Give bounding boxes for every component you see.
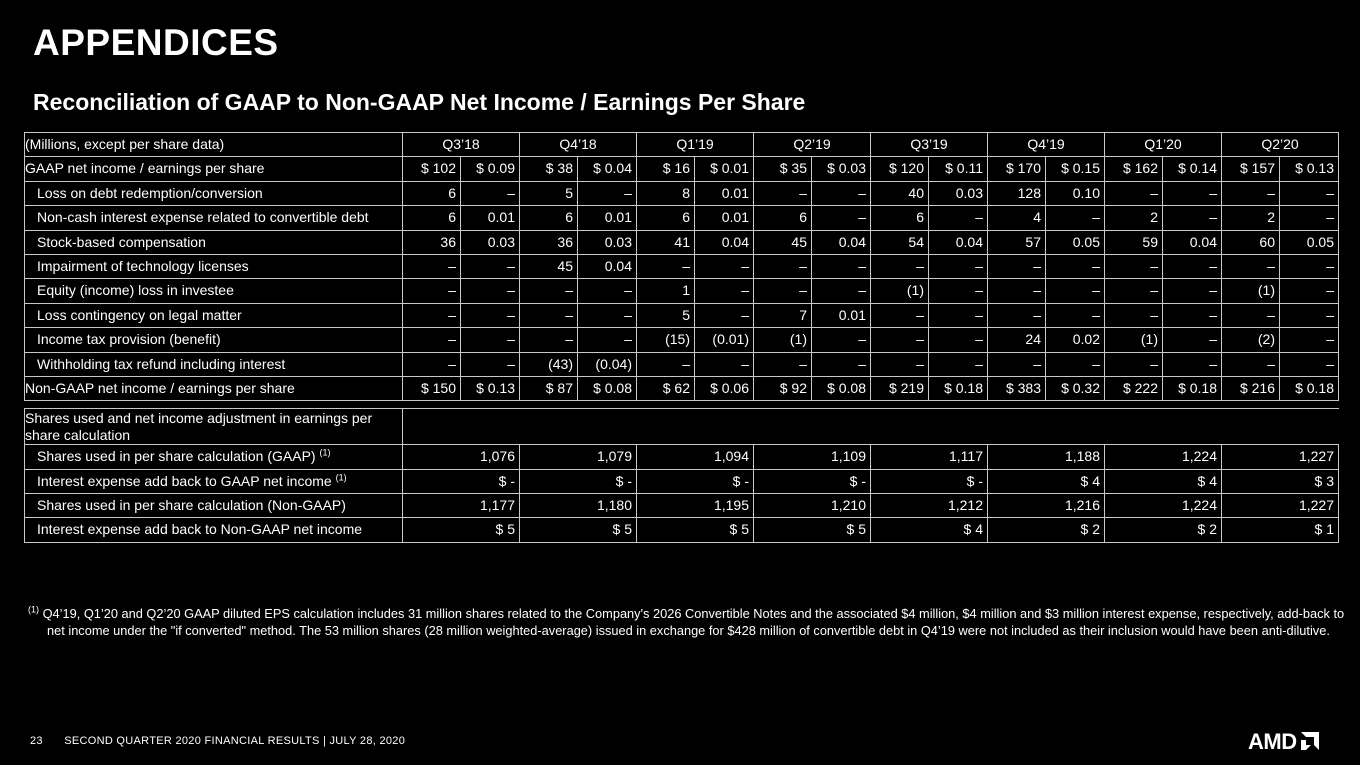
shares-row	[25, 518, 1339, 542]
row-value: –	[871, 328, 929, 352]
table-header-label: (Millions, except per share data)	[25, 133, 403, 157]
table-row	[25, 303, 1339, 327]
row-value: $ 0.32	[1046, 376, 1105, 400]
shares-value: 1,076	[403, 445, 520, 469]
row-value: 0.01	[578, 206, 637, 230]
quarter-header: Q2’19	[754, 133, 871, 157]
footnote-marker: (1)	[28, 604, 39, 615]
row-value: 45	[754, 230, 812, 254]
row-value: –	[929, 328, 988, 352]
shares-value: $ 4	[1105, 469, 1222, 493]
shares-value: 1,094	[637, 445, 754, 469]
shares-value: 1,227	[1222, 494, 1339, 518]
row-value: –	[403, 352, 461, 376]
row-value: $ 0.11	[929, 157, 988, 181]
quarter-header: Q4’18	[520, 133, 637, 157]
table-row	[25, 230, 1339, 254]
shares-row-label	[25, 469, 403, 493]
row-value: 0.03	[578, 230, 637, 254]
row-value: –	[520, 279, 578, 303]
row-value: –	[812, 181, 871, 205]
shares-value: 1,079	[520, 445, 637, 469]
row-value: –	[578, 303, 637, 327]
row-label: Loss on debt redemption/conversion	[25, 181, 403, 205]
row-value: $ 0.13	[1280, 157, 1339, 181]
row-value: 54	[871, 230, 929, 254]
row-value: $ 0.18	[929, 376, 988, 400]
row-value: $ 0.15	[1046, 157, 1105, 181]
shares-row-label-text: Shares used in per share calculation (Non-GAAP)	[37, 497, 346, 514]
footnote-ref: (1)	[319, 447, 331, 458]
table-row	[25, 254, 1339, 278]
row-value: 5	[637, 303, 695, 327]
quarter-header: Q4’19	[988, 133, 1105, 157]
row-value: 4	[988, 206, 1046, 230]
row-value: –	[1163, 254, 1222, 278]
row-value: $ 16	[637, 157, 695, 181]
shares-value: $ 2	[988, 518, 1105, 542]
row-value: 6	[403, 181, 461, 205]
row-value: –	[695, 352, 754, 376]
row-value: –	[1222, 254, 1280, 278]
row-value: –	[1105, 181, 1163, 205]
row-value: $ 0.08	[812, 376, 871, 400]
shares-value: 1,180	[520, 494, 637, 518]
row-value: $ 92	[754, 376, 812, 400]
footnote-text: Q4’19, Q1’20 and Q2’20 GAAP diluted EPS calculation includes 31 million shares related to the Company's 2026 Convertible Notes and the associated $4 million, $4 million and $3 million interest expense, respectively, add-back to net income under the "if converted" method. The 53 million shares (28 million weighted-average) issued in exchange for $428 million of convertible debt in Q4’19 were not included as their inclusion would have been anti-dilutive.	[42, 606, 1345, 639]
shares-row-label	[25, 518, 403, 542]
row-value: $ 0.08	[578, 376, 637, 400]
row-value: –	[754, 279, 812, 303]
shares-value: 1,224	[1105, 494, 1222, 518]
row-value: 0.03	[461, 230, 520, 254]
shares-header-label: Shares used and net income adjustment in earnings per share calculation	[25, 409, 403, 445]
row-value: –	[1105, 352, 1163, 376]
row-value: $ 383	[988, 376, 1046, 400]
row-value: –	[871, 303, 929, 327]
shares-row	[25, 494, 1339, 518]
row-value: –	[520, 303, 578, 327]
row-value: $ 38	[520, 157, 578, 181]
table-row	[25, 352, 1339, 376]
row-value: –	[695, 303, 754, 327]
row-value: $ 0.04	[578, 157, 637, 181]
footer-text: SECOND QUARTER 2020 FINANCIAL RESULTS | JULY 28, 2020	[64, 735, 406, 747]
row-value: $ 35	[754, 157, 812, 181]
shares-value: $ -	[403, 469, 520, 493]
logo-text: AMD	[1248, 729, 1297, 754]
shares-value: $ 4	[988, 469, 1105, 493]
quarter-header: Q3’19	[871, 133, 988, 157]
row-value: –	[520, 328, 578, 352]
row-value: –	[1105, 279, 1163, 303]
row-value: $ 157	[1222, 157, 1280, 181]
page-number: 23	[30, 735, 43, 747]
row-value: 24	[988, 328, 1046, 352]
row-value: –	[1105, 303, 1163, 327]
row-value: 0.02	[1046, 328, 1105, 352]
quarter-header: Q3’18	[403, 133, 520, 157]
shares-value: 1,188	[988, 445, 1105, 469]
row-value: –	[637, 254, 695, 278]
shares-value: 1,210	[754, 494, 871, 518]
row-value: 2	[1222, 206, 1280, 230]
row-value: (0.01)	[695, 328, 754, 352]
row-value: (2)	[1222, 328, 1280, 352]
row-value: 0.05	[1046, 230, 1105, 254]
shares-value: $ 5	[754, 518, 871, 542]
row-label: Income tax provision (benefit)	[25, 328, 403, 352]
row-value: –	[812, 254, 871, 278]
row-value: –	[461, 303, 520, 327]
row-value: 6	[871, 206, 929, 230]
row-value: $ 0.06	[695, 376, 754, 400]
row-value: (43)	[520, 352, 578, 376]
shares-row-label-text: Interest expense add back to GAAP net income	[37, 472, 332, 489]
row-value: $ 0.09	[461, 157, 520, 181]
row-value: 0.04	[1163, 230, 1222, 254]
row-value: 1	[637, 279, 695, 303]
row-value: –	[695, 279, 754, 303]
shares-value: $ 5	[520, 518, 637, 542]
row-value: –	[988, 303, 1046, 327]
row-value: –	[578, 279, 637, 303]
shares-value: $ 5	[403, 518, 520, 542]
row-value: –	[988, 279, 1046, 303]
table-spacer	[25, 401, 1339, 409]
row-value: 0.01	[812, 303, 871, 327]
shares-value: $ 5	[637, 518, 754, 542]
row-value: –	[1163, 328, 1222, 352]
shares-value: 1,195	[637, 494, 754, 518]
row-label: Withholding tax refund including interest	[25, 352, 403, 376]
row-value: $ 150	[403, 376, 461, 400]
row-value: –	[754, 254, 812, 278]
row-value: 0.01	[695, 181, 754, 205]
footer	[30, 735, 405, 747]
row-value: –	[403, 279, 461, 303]
row-value: (1)	[871, 279, 929, 303]
row-value: 0.01	[461, 206, 520, 230]
shares-value: 1,117	[871, 445, 988, 469]
row-value: –	[1163, 279, 1222, 303]
table-row	[25, 376, 1339, 400]
row-value: –	[1163, 206, 1222, 230]
row-value: –	[1046, 279, 1105, 303]
row-value: –	[871, 254, 929, 278]
row-value: –	[929, 254, 988, 278]
table-row	[25, 279, 1339, 303]
shares-value: 1,224	[1105, 445, 1222, 469]
row-value: 0.10	[1046, 181, 1105, 205]
shares-value: $ 1	[1222, 518, 1339, 542]
row-value: $ 0.18	[1163, 376, 1222, 400]
row-value: 0.03	[929, 181, 988, 205]
row-value: –	[1280, 328, 1339, 352]
row-value: 7	[754, 303, 812, 327]
row-value: $ 102	[403, 157, 461, 181]
row-value: –	[461, 328, 520, 352]
shares-value: $ 4	[871, 518, 988, 542]
row-value: $ 62	[637, 376, 695, 400]
row-value: 8	[637, 181, 695, 205]
shares-header-blank	[403, 409, 1339, 445]
spacer-cell	[25, 401, 1339, 409]
row-value: 0.04	[812, 230, 871, 254]
quarter-header: Q2’20	[1222, 133, 1339, 157]
row-value: 59	[1105, 230, 1163, 254]
row-value: 5	[520, 181, 578, 205]
reconciliation-table	[24, 132, 1339, 543]
row-value: 0.04	[929, 230, 988, 254]
row-value: $ 170	[988, 157, 1046, 181]
row-value: –	[1105, 254, 1163, 278]
page-subtitle: Reconciliation of GAAP to Non-GAAP Net Income / Earnings Per Share	[33, 89, 806, 115]
row-value: 60	[1222, 230, 1280, 254]
row-label: Non-cash interest expense related to convertible debt	[25, 206, 403, 230]
row-value: $ 0.14	[1163, 157, 1222, 181]
row-value: –	[1280, 181, 1339, 205]
shares-value: $ 3	[1222, 469, 1339, 493]
row-value: 6	[637, 206, 695, 230]
row-value: (1)	[1222, 279, 1280, 303]
row-value: –	[1222, 181, 1280, 205]
row-value: 0.01	[695, 206, 754, 230]
row-value: –	[812, 279, 871, 303]
row-value: –	[929, 279, 988, 303]
shares-value: $ -	[754, 469, 871, 493]
row-value: –	[1046, 206, 1105, 230]
row-value: 41	[637, 230, 695, 254]
row-label: Non-GAAP net income / earnings per share	[25, 376, 403, 400]
shares-row-label	[25, 445, 403, 469]
quarter-header: Q1’19	[637, 133, 754, 157]
row-label: GAAP net income / earnings per share	[25, 157, 403, 181]
row-value: $ 0.03	[812, 157, 871, 181]
table-row	[25, 328, 1339, 352]
row-value: –	[988, 254, 1046, 278]
row-value: 36	[520, 230, 578, 254]
row-value: $ 0.01	[695, 157, 754, 181]
row-value: 6	[403, 206, 461, 230]
row-value: –	[461, 181, 520, 205]
row-value: –	[988, 352, 1046, 376]
row-value: –	[929, 206, 988, 230]
table-row	[25, 206, 1339, 230]
row-value: –	[812, 206, 871, 230]
shares-row-label	[25, 494, 403, 518]
row-value: –	[812, 328, 871, 352]
row-value: –	[1046, 254, 1105, 278]
row-value: 40	[871, 181, 929, 205]
row-value: –	[578, 181, 637, 205]
row-value: –	[1222, 303, 1280, 327]
row-value: –	[461, 352, 520, 376]
row-value: –	[929, 352, 988, 376]
row-value: (1)	[754, 328, 812, 352]
row-label: Stock-based compensation	[25, 230, 403, 254]
row-value: 57	[988, 230, 1046, 254]
row-value: –	[695, 254, 754, 278]
row-value: –	[461, 279, 520, 303]
row-value: –	[1163, 181, 1222, 205]
shares-value: 1,177	[403, 494, 520, 518]
row-value: $ 162	[1105, 157, 1163, 181]
shares-row	[25, 445, 1339, 469]
row-value: –	[461, 254, 520, 278]
row-value: –	[1222, 352, 1280, 376]
shares-value: $ -	[637, 469, 754, 493]
row-value: –	[578, 328, 637, 352]
page-title: APPENDICES	[33, 22, 279, 63]
row-value: –	[403, 303, 461, 327]
row-value: $ 222	[1105, 376, 1163, 400]
row-value: 0.04	[578, 254, 637, 278]
row-value: –	[1280, 254, 1339, 278]
shares-value: $ -	[871, 469, 988, 493]
row-label: Impairment of technology licenses	[25, 254, 403, 278]
row-label: Equity (income) loss in investee	[25, 279, 403, 303]
row-value: –	[1046, 352, 1105, 376]
shares-row-label-text: Shares used in per share calculation (GAAP)	[37, 448, 316, 465]
shares-row	[25, 469, 1339, 493]
row-value: (1)	[1105, 328, 1163, 352]
row-value: –	[1280, 206, 1339, 230]
amd-arrow-icon	[1299, 732, 1319, 752]
shares-header-row	[25, 409, 1339, 445]
row-value: $ 120	[871, 157, 929, 181]
shares-value: $ 2	[1105, 518, 1222, 542]
table-header-row	[25, 133, 1339, 157]
row-value: –	[871, 352, 929, 376]
row-value: –	[637, 352, 695, 376]
row-value: (15)	[637, 328, 695, 352]
footnote	[28, 605, 1347, 640]
table-row	[25, 157, 1339, 181]
row-value: –	[1163, 303, 1222, 327]
row-value: –	[403, 254, 461, 278]
row-label: Loss contingency on legal matter	[25, 303, 403, 327]
shares-value: 1,216	[988, 494, 1105, 518]
row-value: –	[1046, 303, 1105, 327]
row-value: 2	[1105, 206, 1163, 230]
shares-value: $ -	[520, 469, 637, 493]
shares-row-label-text: Interest expense add back to Non-GAAP net income	[37, 521, 363, 538]
row-value: –	[754, 352, 812, 376]
quarter-header: Q1’20	[1105, 133, 1222, 157]
row-value: 0.04	[695, 230, 754, 254]
footnote-ref: (1)	[335, 472, 347, 483]
row-value: –	[1280, 279, 1339, 303]
row-value: –	[1280, 303, 1339, 327]
row-value: $ 87	[520, 376, 578, 400]
row-value: –	[754, 181, 812, 205]
row-value: 36	[403, 230, 461, 254]
row-value: –	[403, 328, 461, 352]
row-value: 128	[988, 181, 1046, 205]
row-value: $ 0.13	[461, 376, 520, 400]
row-value: $ 0.18	[1280, 376, 1339, 400]
row-value: –	[812, 352, 871, 376]
row-value: $ 219	[871, 376, 929, 400]
shares-value: 1,212	[871, 494, 988, 518]
row-value: 45	[520, 254, 578, 278]
row-value: $ 216	[1222, 376, 1280, 400]
table-row	[25, 181, 1339, 205]
shares-value: 1,109	[754, 445, 871, 469]
shares-value: 1,227	[1222, 445, 1339, 469]
row-value: –	[1163, 352, 1222, 376]
row-value: –	[929, 303, 988, 327]
row-value: 6	[520, 206, 578, 230]
row-value: 6	[754, 206, 812, 230]
amd-logo	[1248, 729, 1319, 755]
row-value: –	[1280, 352, 1339, 376]
row-value: (0.04)	[578, 352, 637, 376]
row-value: 0.05	[1280, 230, 1339, 254]
